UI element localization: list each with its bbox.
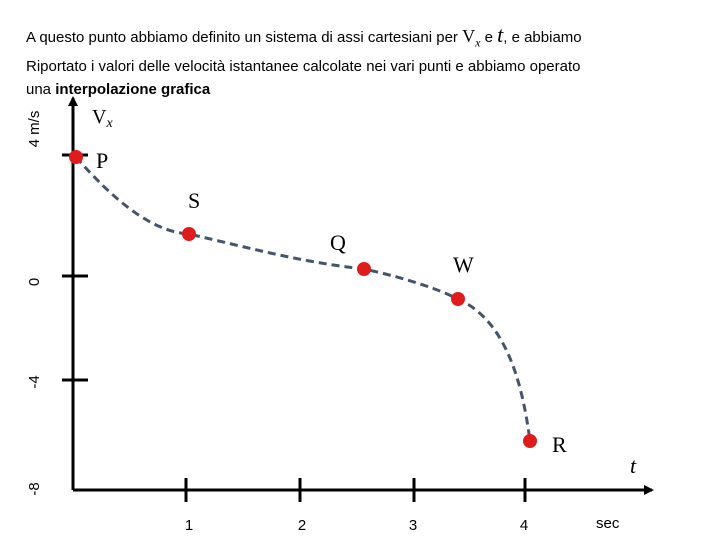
intro-text-part: una	[26, 80, 56, 98]
point-label-w: W	[453, 252, 474, 277]
point-label-r: R	[552, 432, 567, 457]
x-tick-label-4: 4	[519, 517, 529, 534]
point-w-marker	[451, 292, 465, 306]
y-axis-title-subscript: x	[106, 116, 113, 131]
point-p-marker	[69, 150, 83, 164]
y-axis-title	[92, 106, 113, 131]
point-r-marker	[523, 434, 537, 448]
intro-bold-text: interpolazione grafica	[55, 80, 211, 98]
x-axis-unit: sec	[596, 515, 620, 532]
y-tick-label-minus-4: -4	[26, 375, 43, 389]
point-label-p: P	[96, 148, 109, 173]
y-tick-label-minus-8: -8	[26, 482, 43, 496]
x-tick-label-3: 3	[408, 517, 418, 534]
point-label-q: Q	[330, 230, 346, 255]
point-label-s: S	[188, 188, 201, 213]
intro-line-2: Riportato i valori delle velocità istantanee calcolate nei vari punti e abbiamo operato	[26, 57, 581, 75]
x-axis-title: t	[630, 453, 637, 478]
t-symbol: t	[497, 22, 504, 47]
intro-text-part: e	[480, 29, 498, 46]
y-axis-title-letter: V	[92, 106, 107, 128]
point-s-marker	[182, 227, 196, 241]
intro-text-part: A questo punto abbiamo definito un sistema di assi cartesiani per	[26, 29, 463, 46]
x-tick-label-2: 2	[297, 517, 307, 534]
x-tick-label-1: 1	[184, 517, 194, 534]
point-q-marker	[357, 262, 371, 276]
vx-subscript: x	[475, 35, 481, 50]
vx-letter: V	[462, 26, 476, 46]
intro-text-part: , e abbiamo	[503, 29, 582, 46]
y-tick-label-0: 0	[26, 277, 43, 287]
y-tick-label-4: 4 m/s	[26, 110, 43, 148]
